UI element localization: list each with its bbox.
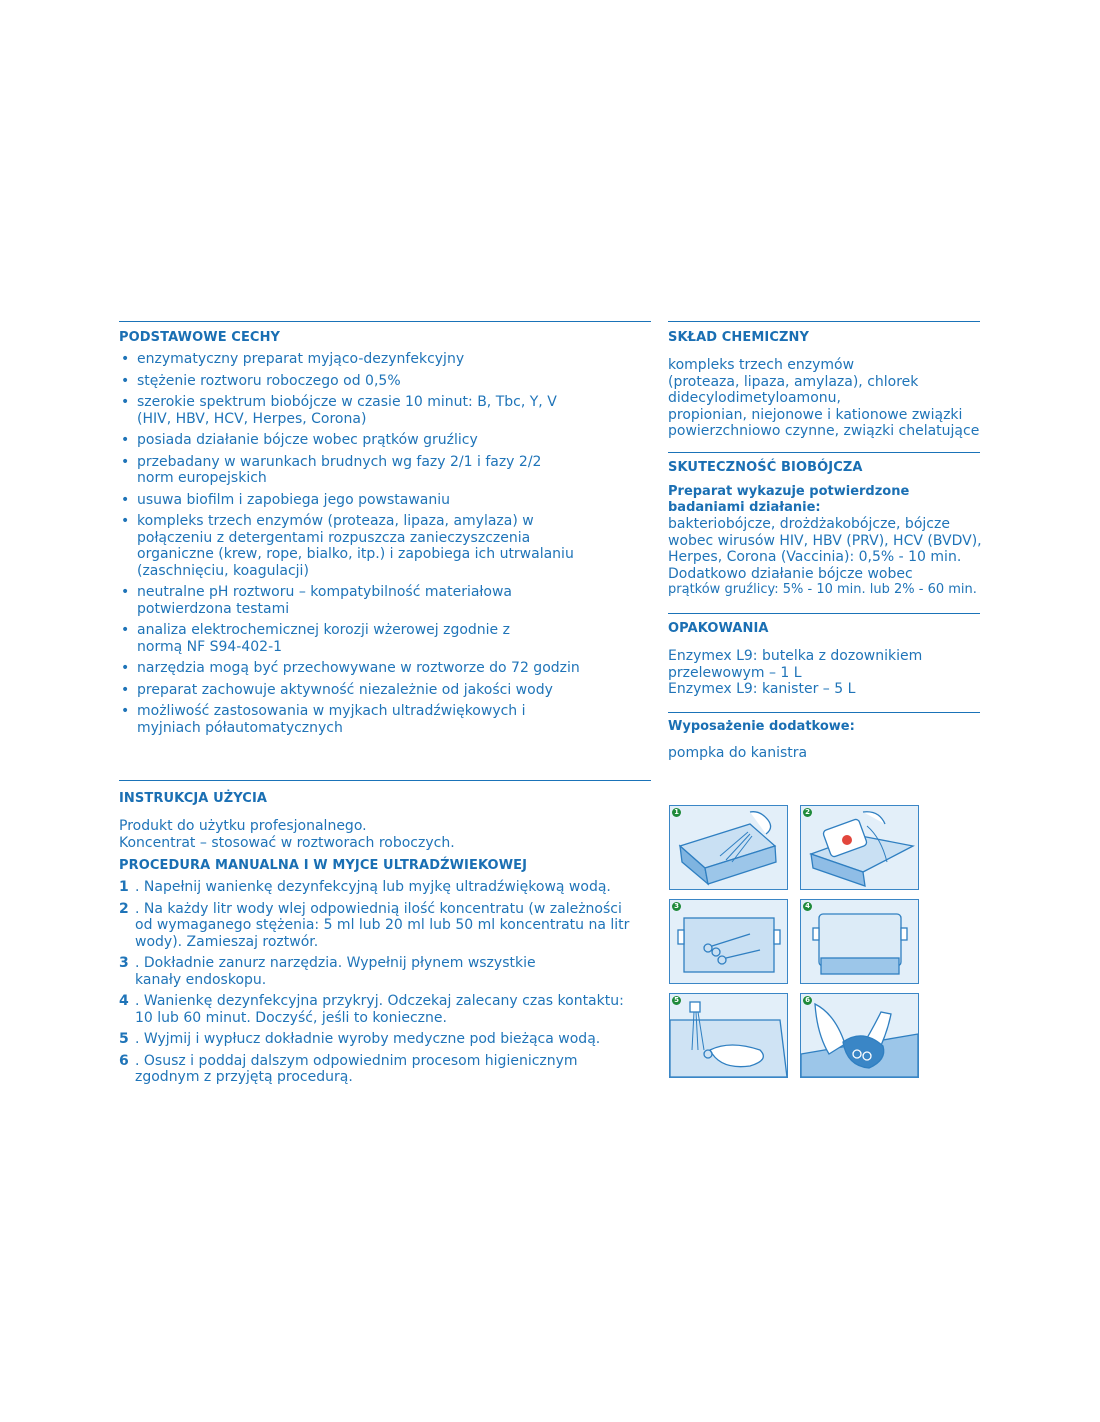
divider-skutecznosc xyxy=(668,452,980,453)
list-item: • szerokie spektrum biobójcze w czasie 10 minut: B, Tbc, Y, V (HIV, HBV, HCV, Herpes, Corona) xyxy=(119,394,577,427)
step-badge: 1 xyxy=(672,808,681,817)
covered-tub-icon xyxy=(801,900,918,983)
list-item: 1 . Napełnij wanienkę dezynfekcyjną lub myjkę ultradźwiękową wodą. xyxy=(119,879,611,895)
step-badge: 4 xyxy=(803,902,812,911)
illustration-step-2 xyxy=(800,805,919,890)
list-item: 3 . Dokładnie zanurz narzędzia. Wypełnij płynem wszystkie kanały endoskopu. xyxy=(119,955,536,988)
sklad-line: kompleks trzech enzymów xyxy=(668,357,855,373)
sklad-line: powierzchniowo czynne, związki chelatujące xyxy=(668,423,980,439)
list-item: • kompleks trzech enzymów (proteaza, lipaza, amylaza) w połączeniu z detergentami rozpuszcza zanieczyszczenia organiczne (krew, rope, bialko, itp.) i zapobiega ich utrwalaniu (zaschnięciu, koagulacji) xyxy=(119,513,597,579)
illustration-step-6 xyxy=(800,993,919,1078)
skutecznosc-subtitle: Preparat wykazuje potwierdzone badaniami działanie: xyxy=(668,484,910,515)
skutecznosc-line: Herpes, Corona (Vaccinia): 0,5% - 10 min. xyxy=(668,549,962,565)
drying-icon xyxy=(801,994,918,1077)
section-wyposazenie xyxy=(668,719,988,762)
opakowania-line: przelewowym – 1 L xyxy=(668,664,802,681)
list-item: • możliwość zastosowania w myjkach ultradźwiękowych i myjniach półautomatycznych xyxy=(119,703,557,736)
instrukcja-line-1: Produkt do użytku profesjonalnego. xyxy=(119,818,367,834)
opakowania-line: Enzymex L9: butelka z dozownikiem xyxy=(668,648,923,664)
skutecznosc-line: wobec wirusów HIV, HBV (PRV), HCV (BVDV), xyxy=(668,532,982,549)
instrukcja-line-2: Koncentrat – stosować w roztworach roboczych. xyxy=(119,834,455,851)
instruments-immersion-icon xyxy=(670,900,787,983)
illustration-step-3 xyxy=(669,899,788,984)
illustration-step-1 xyxy=(669,805,788,890)
illustration-step-4 xyxy=(800,899,919,984)
section-sklad xyxy=(668,330,988,440)
list-item: • enzymatyczny preparat myjąco-dezynfekcyjny xyxy=(119,351,589,368)
list-item: • usuwa biofilm i zapobiega jego powstawaniu xyxy=(119,492,589,509)
opakowania-line: Enzymex L9: kanister – 5 L xyxy=(668,681,856,697)
divider-sklad xyxy=(668,321,980,322)
step-badge: 2 xyxy=(803,808,812,817)
wyposazenie-title: Wyposażenie dodatkowe: xyxy=(668,719,855,734)
list-item: • narzędzia mogą być przechowywane w roztworze do 72 godzin xyxy=(119,660,589,677)
step-badge: 3 xyxy=(672,902,681,911)
divider-wyposazenie xyxy=(668,712,980,713)
section-instrukcja xyxy=(119,791,651,1091)
divider-cechy xyxy=(119,321,651,322)
list-item: 6 . Osusz i poddaj dalszym odpowiednim procesom higienicznym zgodnym z przyjętą procedurą. xyxy=(119,1052,578,1085)
list-item: • analiza elektrochemicznej korozji wżerowej zgodnie z normą NF S94-402-1 xyxy=(119,622,537,655)
instrukcja-title: INSTRUKCJA UŻYCIA xyxy=(119,791,268,806)
tub-filling-icon xyxy=(670,806,787,889)
skutecznosc-title: SKUTECZNOŚĆ BIOBÓJCZA xyxy=(668,460,863,475)
step-badge: 5 xyxy=(672,996,681,1005)
procedura-title: PROCEDURA MANUALNA I W MYJCE ULTRADŹWIEKOWEJ xyxy=(119,858,528,873)
step-badge: 6 xyxy=(803,996,812,1005)
illustration-step-5 xyxy=(669,993,788,1078)
section-opakowania xyxy=(668,621,988,698)
list-item: • preparat zachowuje aktywność niezależnie od jakości wody xyxy=(119,682,589,699)
opakowania-title: OPAKOWANIA xyxy=(668,621,769,636)
list-item: • stężenie roztworu roboczego od 0,5% xyxy=(119,373,589,390)
sklad-title: SKŁAD CHEMICZNY xyxy=(668,330,809,345)
skutecznosc-line: prątków gruźlicy: 5% - 10 min. lub 2% - 60 min. xyxy=(668,582,977,597)
cechy-list xyxy=(119,351,589,736)
list-item: 2 . Na każdy litr wody wlej odpowiednią ilość koncentratu (w zależności od wymaganego stężenia: 5 ml lub 20 ml lub 50 ml koncentratu na litr wody). Zamieszaj roztwór. xyxy=(119,900,630,950)
section-cechy xyxy=(119,330,651,741)
procedura-steps xyxy=(119,879,639,1086)
sklad-line: propionian, niejonowe i kationowe związki xyxy=(668,406,963,423)
skutecznosc-line: Dodatkowo działanie bójcze wobec xyxy=(668,565,913,582)
list-item: 4 . Wanienkę dezynfekcyjna przykryj. Odczekaj zalecany czas kontaktu: 10 lub 60 minut. Doczyść, jeśli to konieczne. xyxy=(119,993,624,1026)
wyposazenie-text: pompka do kanistra xyxy=(668,745,808,761)
bottle-pouring-icon xyxy=(801,806,918,889)
divider-instrukcja xyxy=(119,780,651,781)
list-item: • posiada działanie bójcze wobec prątków gruźlicy xyxy=(119,432,589,449)
skutecznosc-line: bakteriobójcze, drożdżakobójcze, bójcze xyxy=(668,516,950,532)
sklad-line: (proteaza, lipaza, amylaza), chlorek xyxy=(668,373,919,390)
divider-opakowania xyxy=(668,613,980,614)
rinsing-icon xyxy=(670,994,787,1077)
list-item: 5 . Wyjmij i wypłucz dokładnie wyroby medyczne pod bieżąca wodą. xyxy=(119,1031,601,1047)
cechy-title: PODSTAWOWE CECHY xyxy=(119,330,281,345)
sklad-line: didecylodimetyloamonu, xyxy=(668,390,841,406)
list-item: • przebadany w warunkach brudnych wg fazy 2/1 i fazy 2/2 norm europejskich xyxy=(119,454,577,487)
section-skutecznosc xyxy=(668,460,998,599)
list-item: • neutralne pH roztworu – kompatybilność materiałowa potwierdzona testami xyxy=(119,584,547,617)
